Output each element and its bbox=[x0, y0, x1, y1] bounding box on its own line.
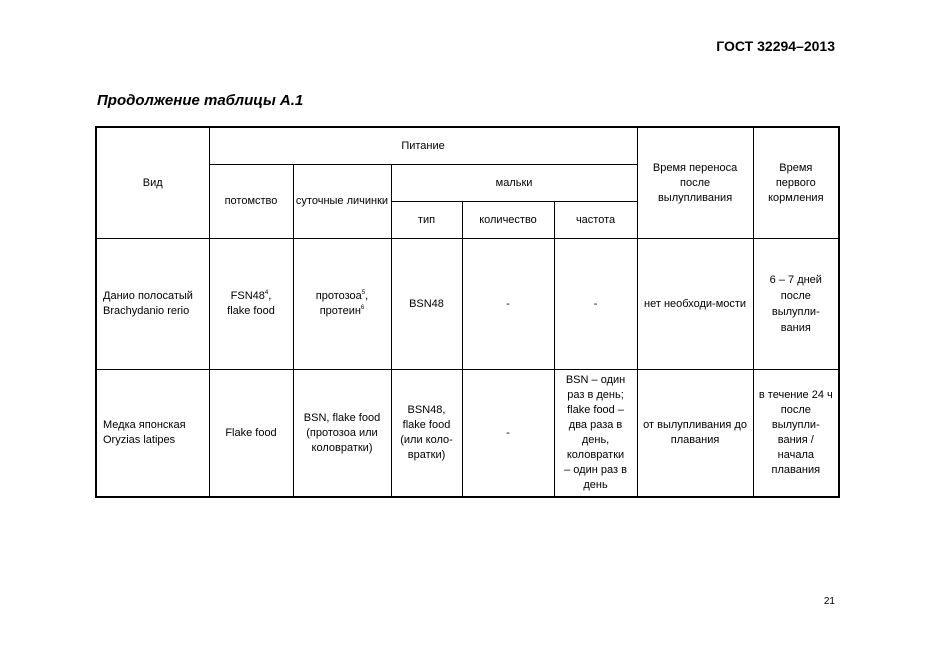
cell-kolichestvo: - bbox=[462, 370, 554, 498]
header-kolichestvo: количество bbox=[462, 202, 554, 239]
cell-sutochnye: протозоа$^5$, протеин$^6$ bbox=[293, 239, 391, 370]
cell-kormlenie: 6 – 7 дней после вылупли- вания bbox=[753, 239, 839, 370]
page-number: 21 bbox=[823, 596, 835, 607]
cell-tip: BSN48 bbox=[391, 239, 462, 370]
header-vremya-kormleniya: Время первого кормления bbox=[753, 127, 839, 239]
cell-perenos: нет необходи-мости bbox=[637, 239, 753, 370]
cell-sutochnye: BSN, flake food (протозоа или коловратки) bbox=[293, 370, 391, 498]
header-potomstvo: потомство bbox=[209, 165, 293, 239]
header-sutochnye: суточные личинки bbox=[293, 165, 391, 239]
header-pitanie: Питание bbox=[209, 127, 637, 165]
cell-chastota: - bbox=[554, 239, 637, 370]
cell-perenos: от вылупливания до плавания bbox=[637, 370, 753, 498]
header-vid: Вид bbox=[96, 127, 209, 239]
cell-vid: Данио полосатый Brachydanio rerio bbox=[96, 239, 209, 370]
table-caption: Продолжение таблицы А.1 bbox=[97, 92, 304, 109]
species-table bbox=[95, 126, 840, 498]
header-chastota: частота bbox=[554, 202, 637, 239]
header-vremya-perenosa: Время переноса после вылупливания bbox=[637, 127, 753, 239]
cell-potomstvo: Flake food bbox=[209, 370, 293, 498]
cell-vid: Медка японская Oryzias latipes bbox=[96, 370, 209, 498]
standard-number: ГОСТ 32294–2013 bbox=[716, 38, 835, 54]
header-malki: мальки bbox=[391, 165, 637, 202]
cell-kormlenie: в течение 24 ч после вылупли- вания / начала плавания bbox=[753, 370, 839, 498]
cell-chastota: BSN – один раз в день; flake food – два раза в день, коловратки – один раз в день bbox=[554, 370, 637, 498]
table-row bbox=[96, 370, 839, 498]
cell-kolichestvo: - bbox=[462, 239, 554, 370]
header-tip: тип bbox=[391, 202, 462, 239]
cell-potomstvo: $FSN48^4$, flake food bbox=[209, 239, 293, 370]
cell-tip: BSN48, flake food (или коло- вратки) bbox=[391, 370, 462, 498]
table-row bbox=[96, 239, 839, 370]
